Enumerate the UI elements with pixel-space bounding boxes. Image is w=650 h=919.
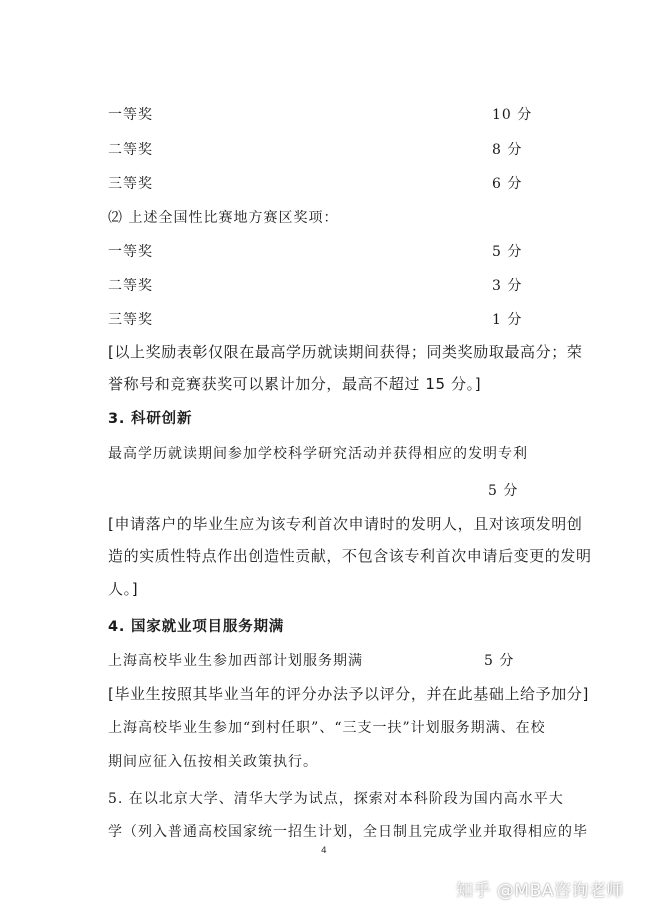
regional-award-score-2: 3 分 xyxy=(492,278,523,294)
page-number: 4 xyxy=(321,846,327,856)
section5-line-1: 5. 在以北京大学、清华大学为试点，探索对本科阶段为国内高水平大 xyxy=(108,791,564,807)
regional-award-label-2: 二等奖 xyxy=(108,278,153,294)
section4-score: 5 分 xyxy=(484,653,515,669)
regional-award-label-3: 三等奖 xyxy=(108,312,153,328)
section4-line: 上海高校毕业生参加西部计划服务期满 xyxy=(108,653,363,669)
watermark: 知乎 @MBA咨询老师 xyxy=(456,881,624,901)
award-note-line-1: [以上奖励表彰仅限在最高学历就读期间获得；同类奖励取最高分；荣 xyxy=(108,343,583,361)
award-label-3: 三等奖 xyxy=(108,176,153,192)
section4-para-line-1: 上海高校毕业生参加“到村任职”、“三支一扶”计划服务期满、在校 xyxy=(108,720,546,736)
award-score-2: 8 分 xyxy=(492,142,523,158)
section3-note-line-3: 人。] xyxy=(108,580,139,598)
section4-note: [毕业生按照其毕业当年的评分办法予以评分，并在此基础上给予加分] xyxy=(108,685,589,703)
section4-heading: 4. 国家就业项目服务期满 xyxy=(108,619,285,635)
sub2-heading: ⑵ 上述全国性比赛地方赛区奖项： xyxy=(108,210,339,226)
regional-award-label-1: 一等奖 xyxy=(108,244,153,260)
section5-line-2: 学（列入普通高校国家统一招生计划，全日制且完成学业并取得相应的毕 xyxy=(108,824,588,840)
award-score-3: 6 分 xyxy=(492,176,523,192)
award-note-line-2: 誉称号和竞赛获奖可以累计加分，最高不超过 15 分。] xyxy=(108,375,482,393)
section3-note-line-2: 造的实质性特点作出创造性贡献，不包含该专利首次申请后变更的发明 xyxy=(108,547,592,565)
section4-para-line-2: 期间应征入伍按相关政策执行。 xyxy=(108,754,318,770)
award-label-2: 二等奖 xyxy=(108,142,153,158)
section3-line: 最高学历就读期间参加学校科学研究活动并获得相应的发明专利 xyxy=(108,446,528,462)
regional-award-score-1: 5 分 xyxy=(492,244,523,260)
section3-note-line-1: [申请落户的毕业生应为该专利首次申请时的发明人，且对该项发明创 xyxy=(108,515,583,533)
award-label-1: 一等奖 xyxy=(108,107,153,123)
regional-award-score-3: 1 分 xyxy=(492,312,523,328)
section3-score: 5 分 xyxy=(488,483,519,499)
award-score-1: 10 分 xyxy=(492,107,533,123)
section3-heading: 3. 科研创新 xyxy=(108,411,193,427)
